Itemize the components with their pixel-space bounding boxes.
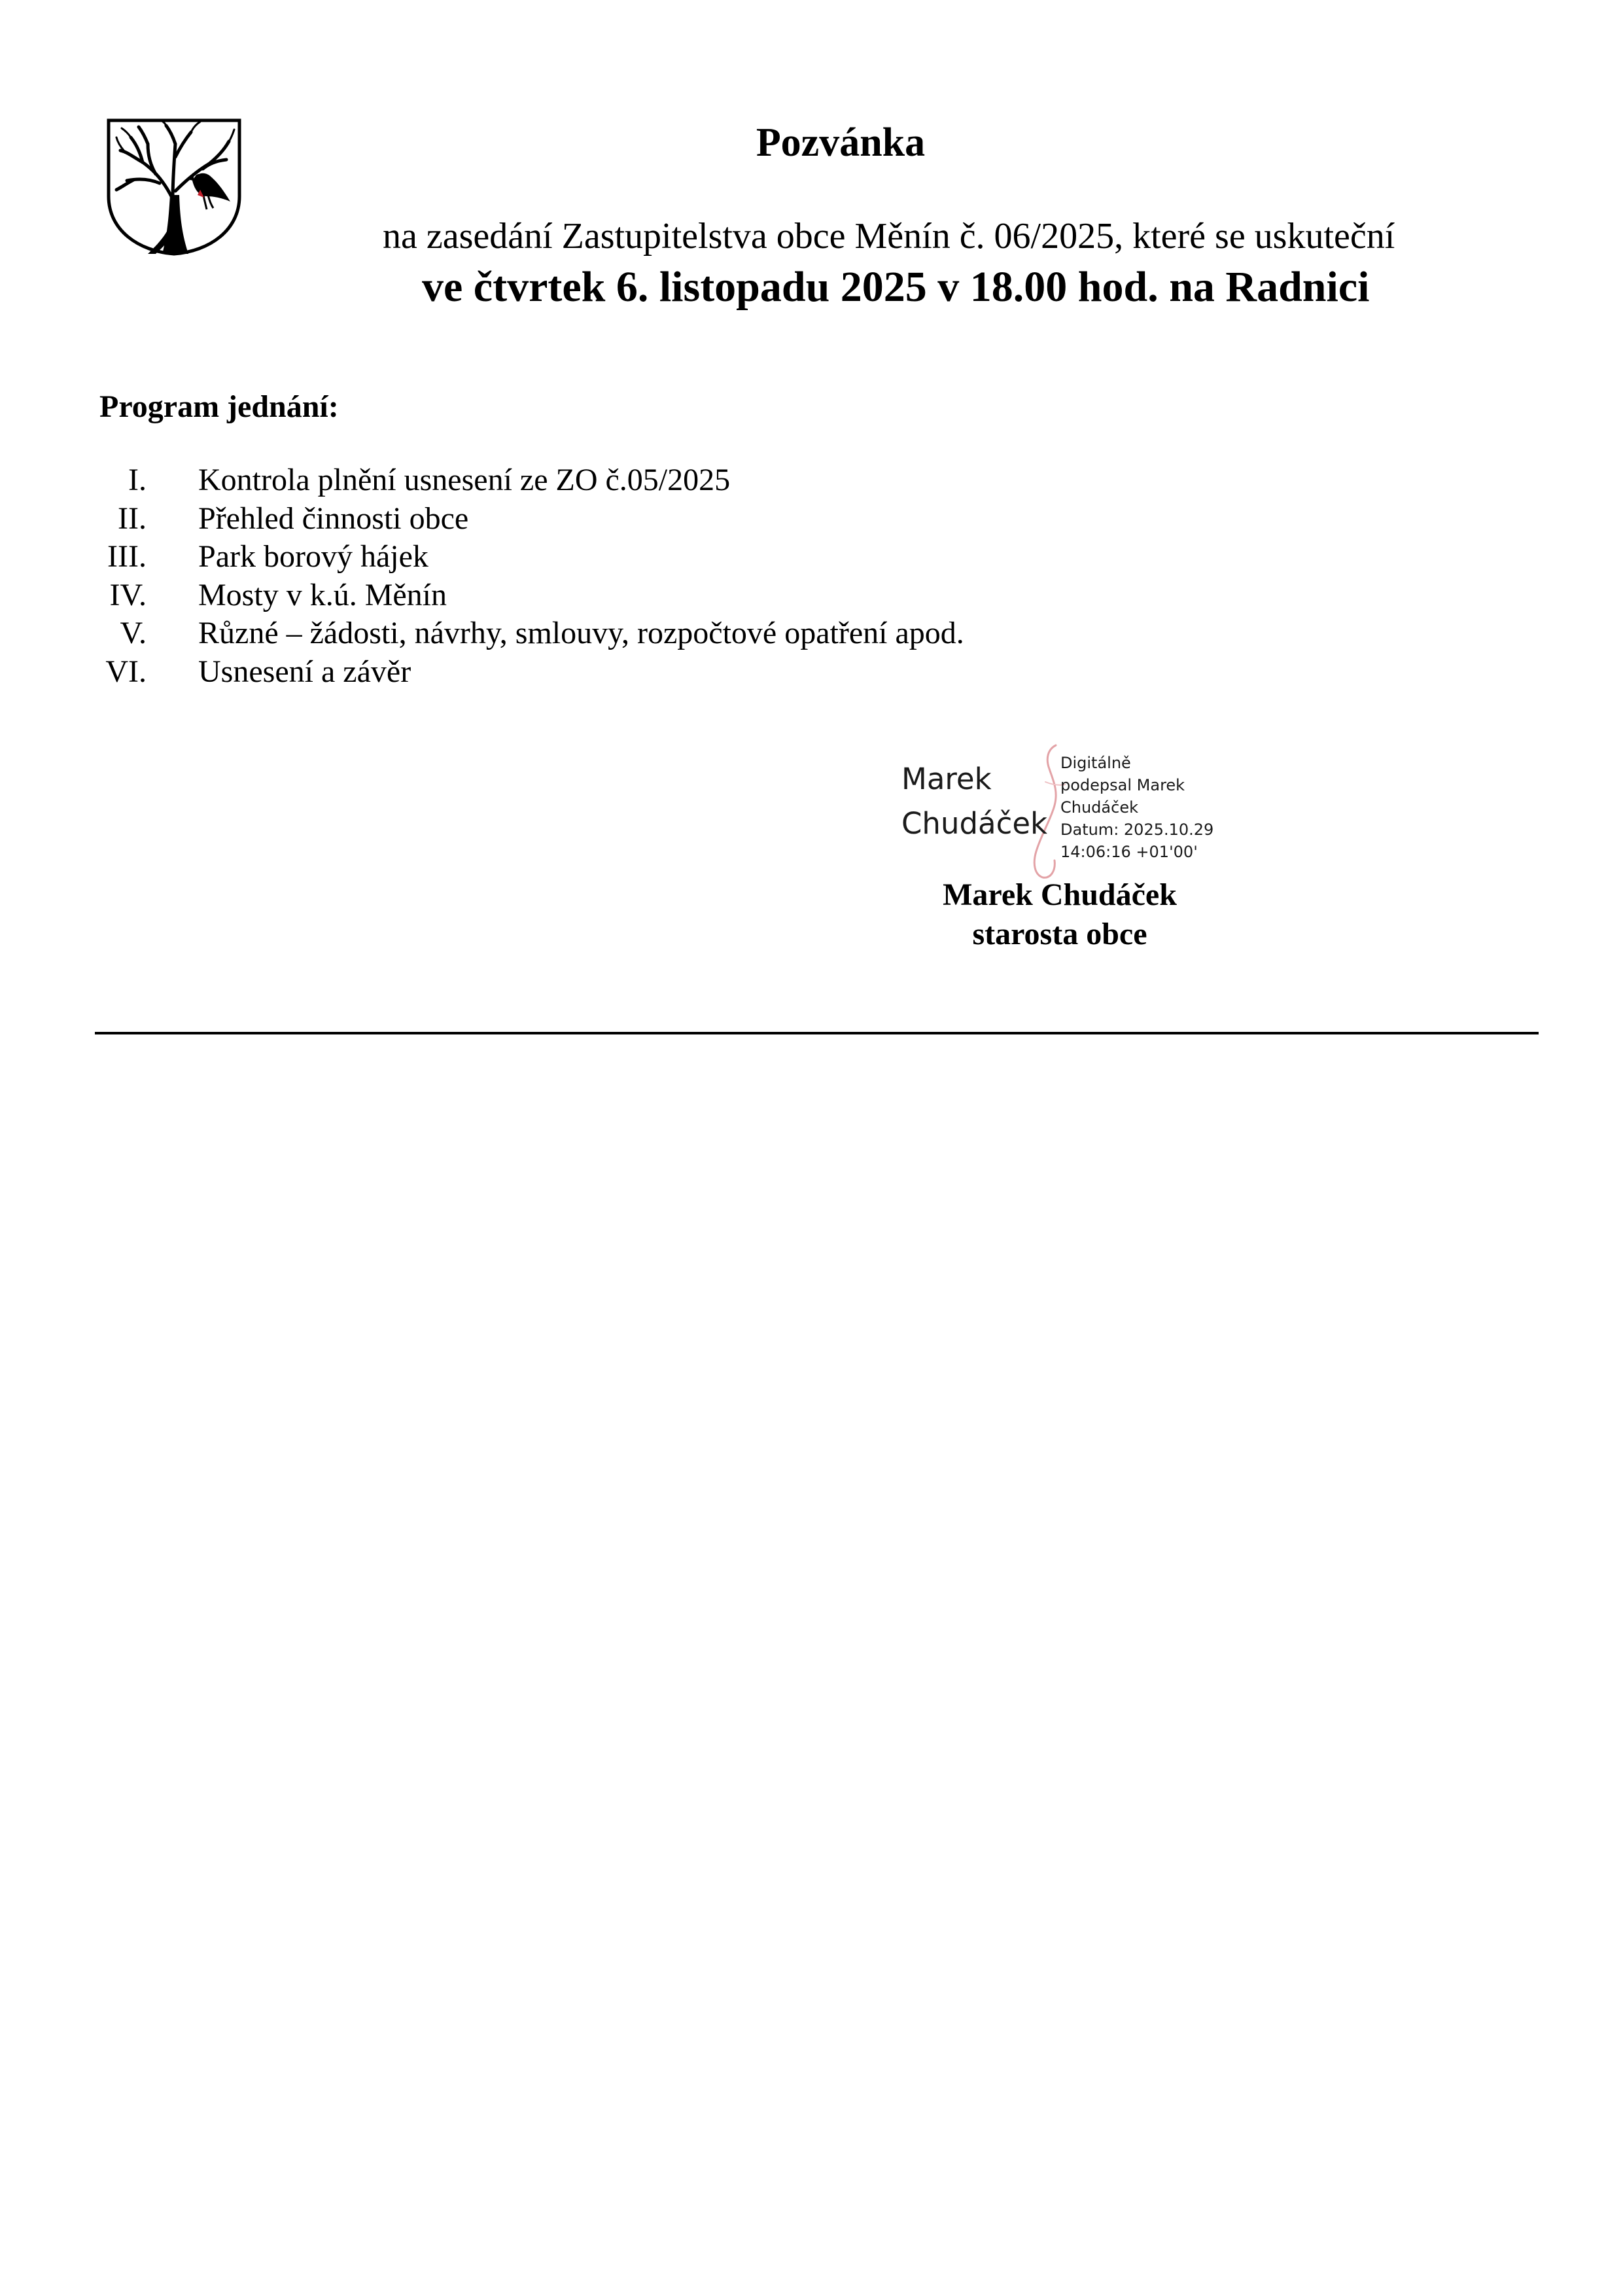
agenda-item-text: Přehled činnosti obce — [198, 501, 469, 536]
agenda-item — [99, 576, 1212, 615]
agenda-item-number: I. — [128, 463, 147, 497]
digital-signature — [901, 743, 1242, 880]
signature-metadata — [1060, 752, 1213, 863]
signer-role: starosta obce — [972, 917, 1147, 951]
signature-meta-line: 14:06:16 +01'00' — [1060, 843, 1198, 861]
agenda-item-text: Mosty v k.ú. Měnín — [198, 577, 447, 612]
agenda-item-number: II. — [118, 501, 147, 536]
agenda-item-number: VI. — [105, 654, 147, 689]
agenda-item-number: V. — [120, 616, 147, 650]
signature-name-first: Marek — [901, 762, 992, 796]
meeting-date-line: ve čtvrtek 6. listopadu 2025 v 18.00 hod. na Radnici — [422, 263, 1370, 311]
agenda-item-number: III. — [107, 539, 147, 574]
signer-name: Marek Chudáček — [943, 877, 1177, 912]
program-heading: Program jednání: — [99, 389, 339, 424]
signature-meta-line: Datum: 2025.10.29 — [1060, 821, 1214, 839]
agenda-item — [99, 538, 1212, 576]
agenda-list — [99, 461, 1212, 691]
signature-name-last: Chudáček — [901, 806, 1048, 841]
agenda-item-text: Různé – žádosti, návrhy, smlouvy, rozpočtové opatření apod. — [198, 616, 964, 650]
agenda-item-text: Kontrola plnění usnesení ze ZO č.05/2025 — [198, 463, 731, 497]
agenda-item — [99, 653, 1212, 692]
page-title: Pozvánka — [756, 120, 926, 165]
signature-meta-line: Digitálně — [1060, 754, 1131, 772]
signature-meta-line: Chudáček — [1060, 798, 1138, 817]
signer-block — [850, 875, 1269, 954]
horizontal-divider — [95, 1032, 1539, 1034]
agenda-item — [99, 500, 1212, 539]
agenda-item — [99, 461, 1212, 500]
agenda-item — [99, 614, 1212, 653]
invitation-subtitle: na zasedání Zastupitelstva obce Měnín č. 06/2025, které se uskuteční — [383, 216, 1395, 256]
signature-name — [901, 757, 1047, 846]
agenda-item-number: IV. — [109, 577, 147, 612]
signature-meta-line: podepsal Marek — [1060, 776, 1185, 794]
agenda-item-text: Park borový hájek — [198, 539, 428, 574]
agenda-item-text: Usnesení a závěr — [198, 654, 411, 689]
